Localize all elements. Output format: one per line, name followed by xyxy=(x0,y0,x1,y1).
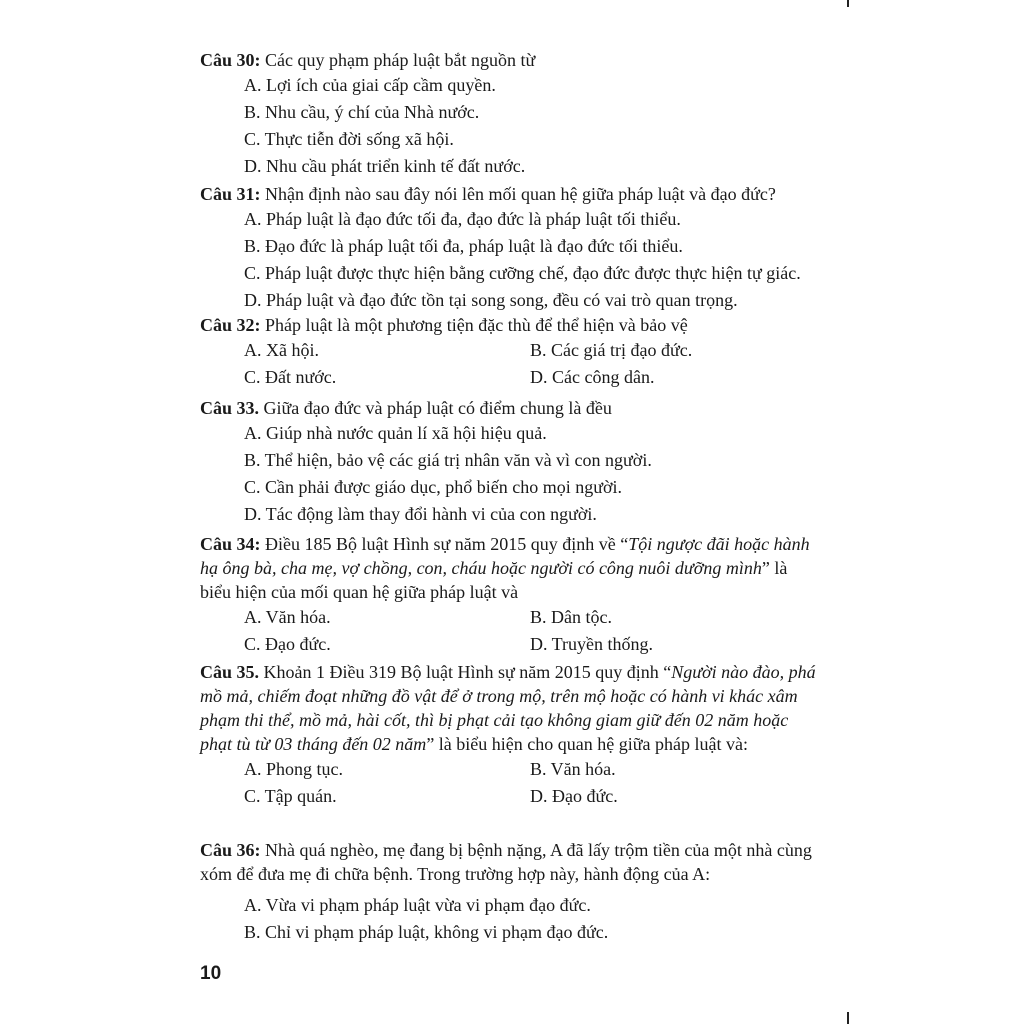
question-33 xyxy=(200,396,820,528)
question-32 xyxy=(200,313,820,391)
scan-mark-bottom xyxy=(847,1012,849,1024)
question-stem-quote: Người nào đào, phá mồ mả, chiếm đoạt những đồ vật để ở trong mộ, trên mộ hoặc có hành vi khác xâm phạm thi thể, mồ mả, hài cốt, thì bị phạt cải tạo không giam giữ đến 02 năm hoặc phạt tù từ 03 tháng đến 02 năm xyxy=(200,662,816,754)
option-d: D. Pháp luật và đạo đức tồn tại song song, đều có vai trò quan trọng. xyxy=(244,290,738,310)
option-d: D. Các công dân. xyxy=(530,367,655,387)
question-stem-pre: Khoản 1 Điều 319 Bộ luật Hình sự năm 2015 quy định “ xyxy=(263,662,672,682)
scan-mark-top xyxy=(847,0,849,7)
question-stem-post: ” là biểu hiện cho quan hệ giữa pháp luật và: xyxy=(426,734,748,754)
question-30 xyxy=(200,48,820,180)
question-stem: Nhận định nào sau đây nói lên mối quan hệ giữa pháp luật và đạo đức? xyxy=(265,184,776,204)
question-31 xyxy=(200,182,820,314)
option-a: A. Lợi ích của giai cấp cầm quyền. xyxy=(244,75,496,95)
option-b: B. Chỉ vi phạm pháp luật, không vi phạm đạo đức. xyxy=(244,922,609,942)
question-label: Câu 34: xyxy=(200,534,261,554)
option-c: C. Đất nước. xyxy=(244,367,337,387)
question-label: Câu 30: xyxy=(200,50,261,70)
option-d: D. Đạo đức. xyxy=(530,786,618,806)
question-34 xyxy=(200,532,820,658)
question-stem-post: ” là biểu hiện của mối quan hệ giữa pháp luật và xyxy=(200,558,788,602)
question-stem: Nhà quá nghèo, mẹ đang bị bệnh nặng, A đã lấy trộm tiền của một nhà cùng xóm để đưa mẹ đi chữa bệnh. Trong trường hợp này, hành động của A: xyxy=(200,840,812,884)
option-a: A. Văn hóa. xyxy=(244,607,331,627)
option-d: D. Tác động làm thay đổi hành vi của con người. xyxy=(244,504,597,524)
option-d: D. Truyền thống. xyxy=(530,634,654,654)
question-label: Câu 32: xyxy=(200,315,261,335)
question-stem: Pháp luật là một phương tiện đặc thù để thể hiện và bảo vệ xyxy=(265,315,688,335)
option-b: B. Nhu cầu, ý chí của Nhà nước. xyxy=(244,102,480,122)
question-35 xyxy=(200,660,820,810)
option-d: D. Nhu cầu phát triển kinh tế đất nước. xyxy=(244,156,526,176)
option-c: C. Pháp luật được thực hiện bằng cưỡng chế, đạo đức được thực hiện tự giác. xyxy=(244,263,801,283)
option-b: B. Văn hóa. xyxy=(530,759,616,779)
question-label: Câu 35. xyxy=(200,662,260,682)
option-b: B. Thể hiện, bảo vệ các giá trị nhân văn và vì con người. xyxy=(244,450,652,470)
question-stem-quote: Tội ngược đãi hoặc hành hạ ông bà, cha mẹ, vợ chồng, con, cháu hoặc người có công nuôi dưỡng mình xyxy=(200,534,810,578)
question-label: Câu 33. xyxy=(200,398,260,418)
option-b: B. Đạo đức là pháp luật tối đa, pháp luật là đạo đức tối thiểu. xyxy=(244,236,683,256)
question-label: Câu 31: xyxy=(200,184,261,204)
page-number: 10 xyxy=(200,963,222,984)
option-a: A. Pháp luật là đạo đức tối đa, đạo đức là pháp luật tối thiểu. xyxy=(244,209,681,229)
question-label: Câu 36: xyxy=(200,840,261,860)
option-c: C. Thực tiễn đời sống xã hội. xyxy=(244,129,454,149)
option-a: A. Phong tục. xyxy=(244,759,343,779)
option-a: A. Giúp nhà nước quản lí xã hội hiệu quả. xyxy=(244,423,547,443)
question-stem: Các quy phạm pháp luật bắt nguồn từ xyxy=(265,50,536,70)
option-c: C. Cần phải được giáo dục, phổ biến cho mọi người. xyxy=(244,477,622,497)
question-36 xyxy=(200,838,820,946)
question-stem-pre: Điều 185 Bộ luật Hình sự năm 2015 quy định về “ xyxy=(265,534,629,554)
option-b: B. Dân tộc. xyxy=(530,607,612,627)
option-a: A. Vừa vi phạm pháp luật vừa vi phạm đạo đức. xyxy=(244,895,591,915)
question-stem: Giữa đạo đức và pháp luật có điểm chung là đều xyxy=(263,398,612,418)
option-c: C. Tập quán. xyxy=(244,786,337,806)
option-c: C. Đạo đức. xyxy=(244,634,331,654)
option-b: B. Các giá trị đạo đức. xyxy=(530,340,693,360)
option-a: A. Xã hội. xyxy=(244,340,319,360)
